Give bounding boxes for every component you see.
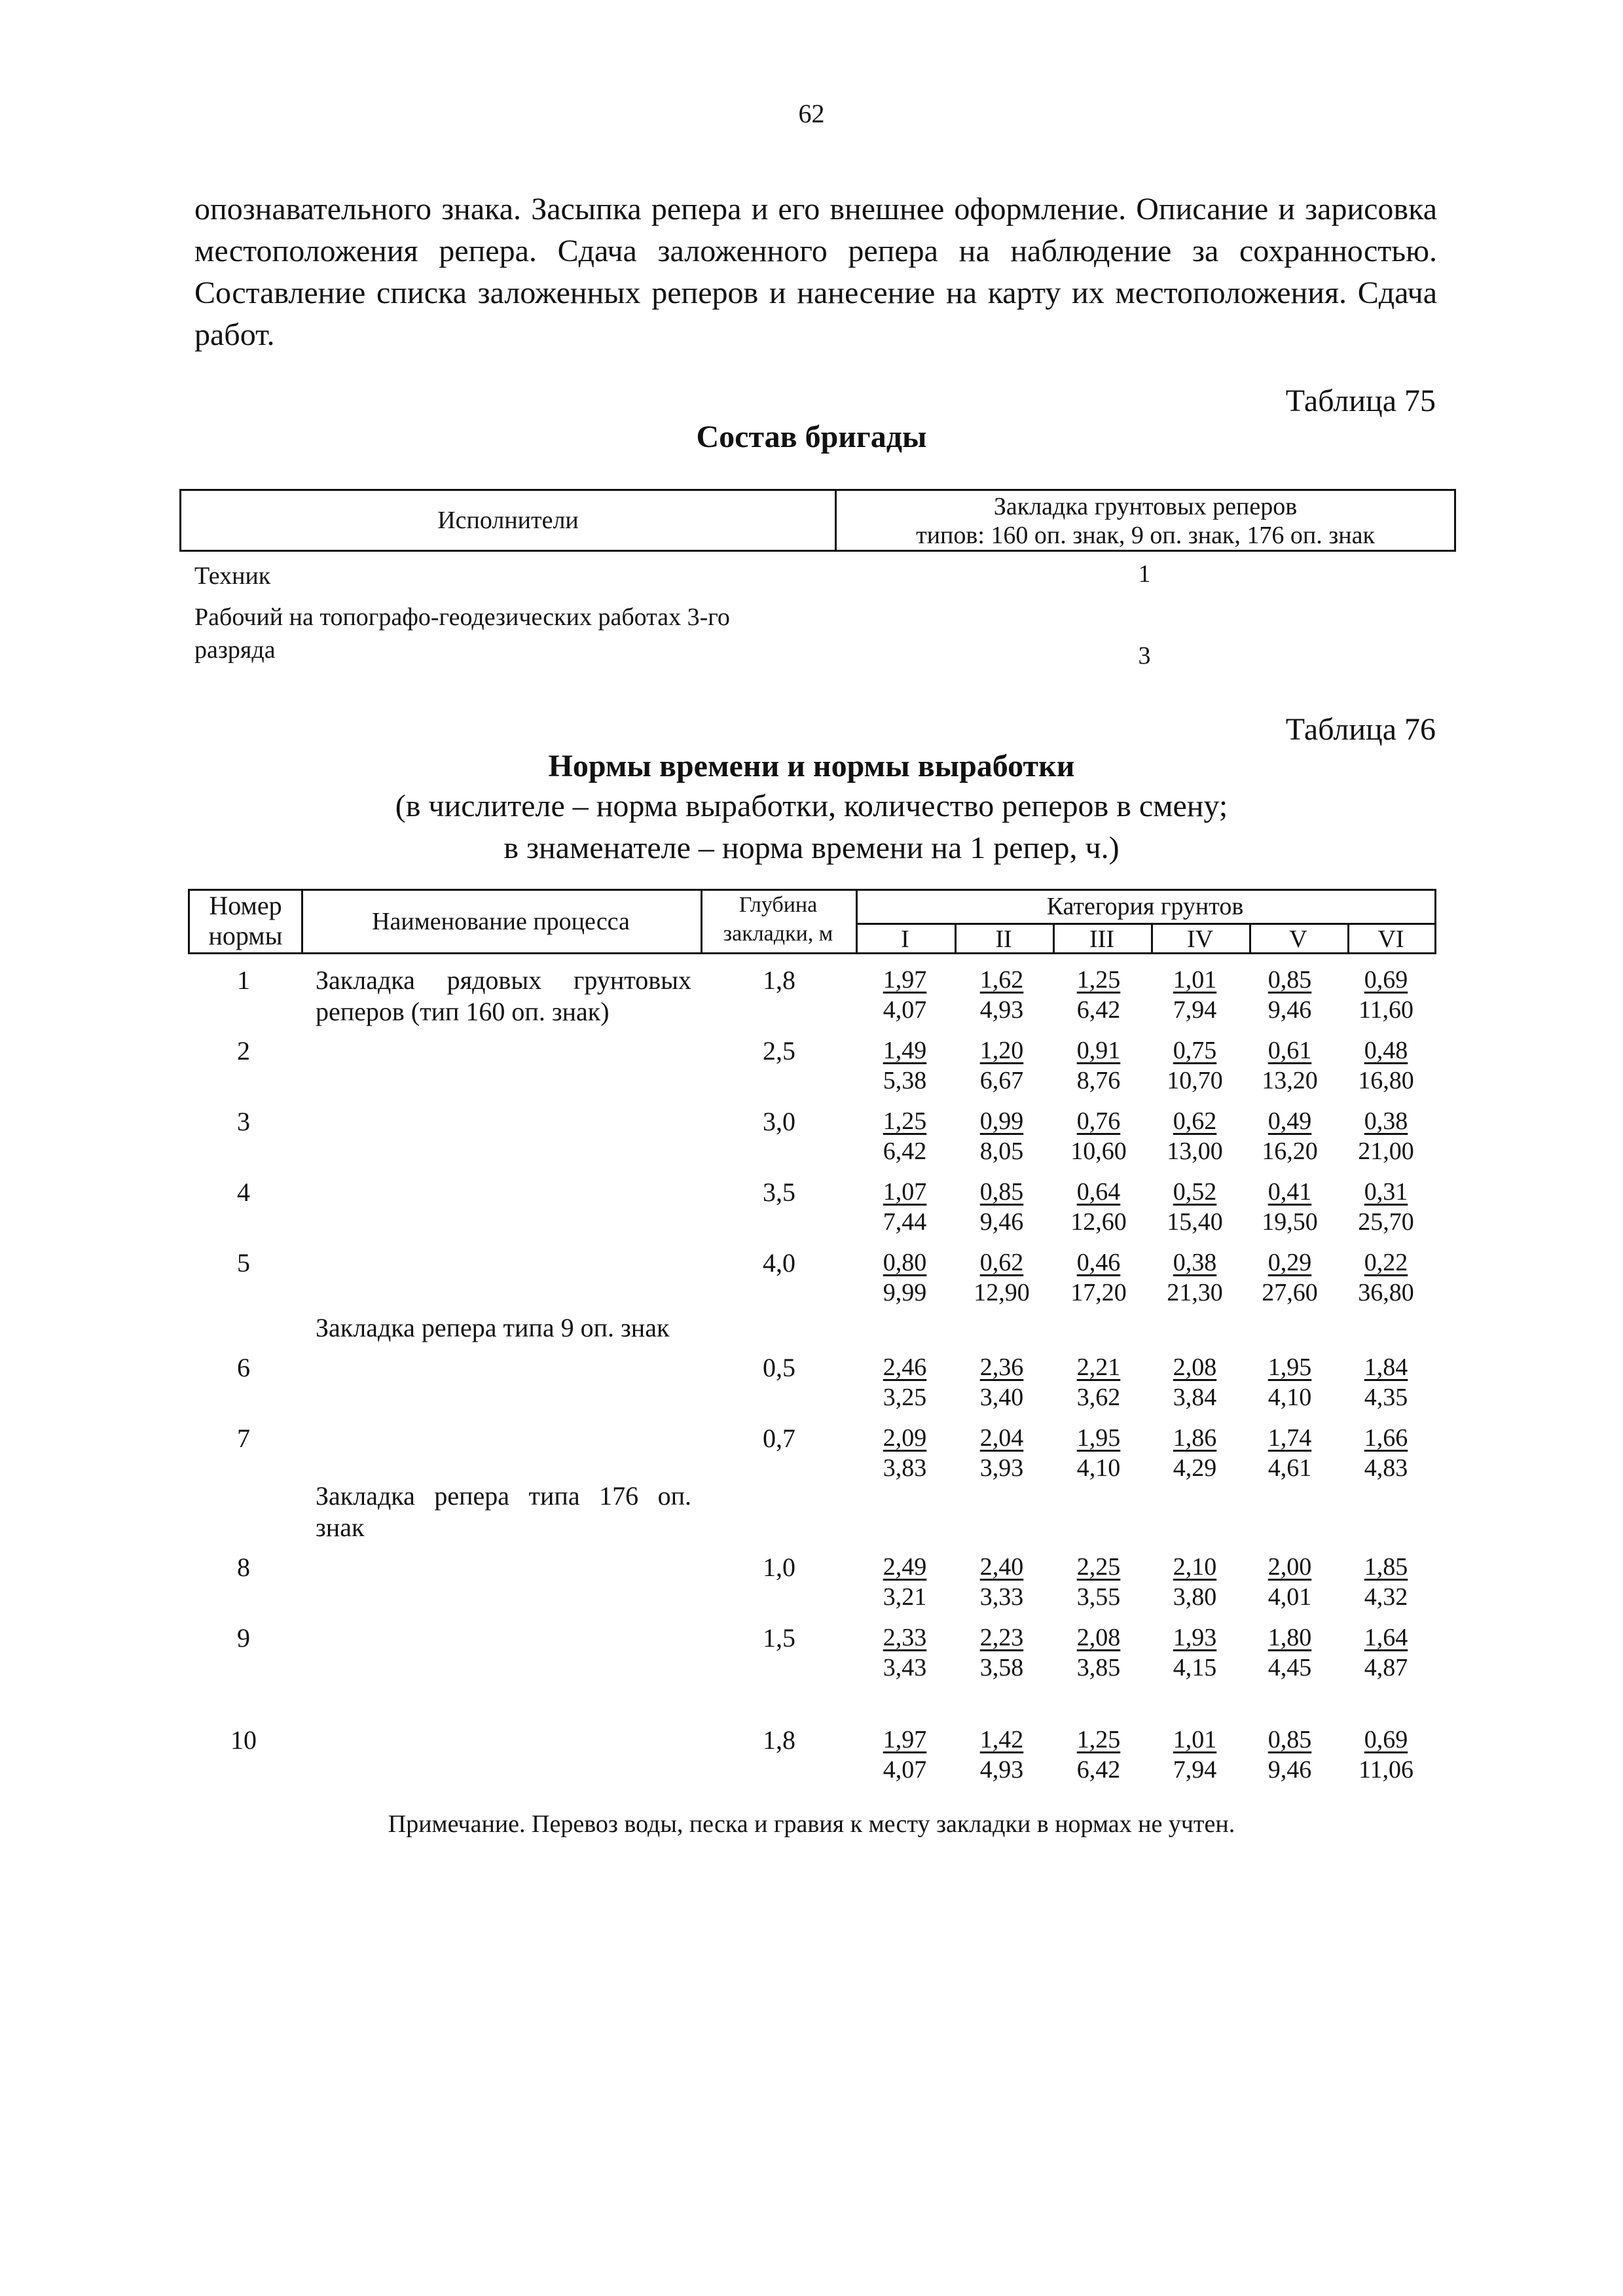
depth-value: 1,8 bbox=[763, 965, 795, 995]
norm-fraction bbox=[1343, 1623, 1429, 1683]
norm-fraction bbox=[1247, 1725, 1332, 1785]
group-label-type9: Закладка репера типа 9 оп. знак bbox=[316, 1313, 670, 1342]
norm-fraction bbox=[959, 1725, 1044, 1785]
norm-fraction bbox=[959, 1623, 1044, 1683]
norm-fraction bbox=[1056, 1035, 1141, 1096]
time-norm: 4,10 bbox=[1267, 1384, 1312, 1411]
header-cat-ii: II bbox=[995, 925, 1012, 953]
group-label-line1: Закладка рядовых грунтовых bbox=[316, 965, 691, 995]
depth-value: 0,5 bbox=[763, 1353, 795, 1382]
norm-fraction bbox=[1247, 1423, 1332, 1483]
output-rate: 1,74 bbox=[1267, 1424, 1312, 1452]
table76-subtitle-line1: (в числителе – норма выработки, количество реперов в смену; bbox=[395, 789, 1228, 823]
output-rate: 0,64 bbox=[1076, 1178, 1121, 1206]
time-norm: 3,93 bbox=[979, 1454, 1024, 1482]
output-rate: 1,97 bbox=[883, 1726, 927, 1753]
header-soil-category: Категория грунтов bbox=[1046, 893, 1244, 920]
time-norm: 4,45 bbox=[1267, 1654, 1312, 1681]
header-norm-number-line2: нормы bbox=[208, 921, 283, 950]
output-rate: 2,09 bbox=[883, 1424, 927, 1452]
norm-fraction bbox=[1343, 1352, 1429, 1412]
output-rate: 2,40 bbox=[979, 1553, 1024, 1581]
table76-note: Примечание. Перевоз воды, песка и гравия к месту закладки в нормах не учтен. bbox=[388, 1810, 1235, 1838]
norm-fraction bbox=[1152, 1552, 1237, 1612]
header-depth bbox=[701, 891, 856, 948]
output-rate: 1,49 bbox=[883, 1037, 927, 1064]
table75-caption: Таблица 75 bbox=[1285, 384, 1436, 418]
time-norm: 4,61 bbox=[1267, 1454, 1312, 1482]
norm-fraction bbox=[959, 965, 1044, 1025]
table76-subtitle-line2: в знаменателе – норма времени на 1 репер, ч.) bbox=[503, 831, 1120, 865]
table75-header-performers: Исполнители bbox=[181, 491, 837, 550]
time-norm: 10,60 bbox=[1070, 1138, 1127, 1165]
time-norm: 4,93 bbox=[979, 1756, 1024, 1784]
time-norm: 4,01 bbox=[1267, 1583, 1312, 1611]
time-norm: 25,70 bbox=[1358, 1208, 1414, 1236]
norm-fraction bbox=[1056, 1352, 1141, 1412]
norm-fraction bbox=[1247, 1352, 1332, 1412]
group-label-line1: Закладка репера типа 176 оп. bbox=[316, 1481, 691, 1511]
norm-fraction bbox=[862, 1552, 947, 1612]
norm-number: 8 bbox=[237, 1552, 250, 1582]
time-norm: 9,99 bbox=[883, 1279, 927, 1306]
norm-fraction bbox=[1152, 1247, 1237, 1308]
output-rate: 1,95 bbox=[1076, 1424, 1121, 1452]
time-norm: 4,35 bbox=[1364, 1384, 1408, 1411]
output-rate: 1,85 bbox=[1364, 1553, 1408, 1581]
time-norm: 3,40 bbox=[979, 1384, 1024, 1411]
norm-fraction bbox=[862, 1725, 947, 1785]
output-rate: 0,29 bbox=[1267, 1249, 1312, 1276]
output-rate: 1,84 bbox=[1364, 1354, 1408, 1381]
time-norm: 13,00 bbox=[1167, 1138, 1223, 1165]
norm-fraction bbox=[1247, 1552, 1332, 1612]
norm-number: 10 bbox=[230, 1725, 257, 1755]
norm-fraction bbox=[1247, 1177, 1332, 1237]
output-rate: 0,52 bbox=[1173, 1178, 1217, 1206]
time-norm: 13,20 bbox=[1262, 1067, 1318, 1094]
table75-row-count: 1 bbox=[1138, 560, 1151, 588]
norm-fraction bbox=[959, 1423, 1044, 1483]
output-rate: 0,76 bbox=[1076, 1107, 1121, 1135]
norm-fraction bbox=[1152, 1352, 1237, 1412]
group-label-line2: реперов (тип 160 оп. знак) bbox=[316, 997, 610, 1026]
norm-fraction bbox=[862, 1352, 947, 1412]
time-norm: 11,60 bbox=[1358, 996, 1414, 1024]
header-depth-line1: Глубина bbox=[739, 893, 818, 917]
output-rate: 1,97 bbox=[883, 966, 927, 994]
output-rate: 0,61 bbox=[1267, 1037, 1312, 1064]
output-rate: 1,62 bbox=[979, 966, 1024, 994]
output-rate: 1,25 bbox=[883, 1107, 927, 1135]
time-norm: 3,62 bbox=[1076, 1384, 1121, 1411]
page-number: 62 bbox=[798, 99, 825, 128]
time-norm: 9,46 bbox=[1267, 996, 1312, 1024]
output-rate: 1,25 bbox=[1076, 1726, 1121, 1753]
table75-row-count: 3 bbox=[1138, 642, 1151, 670]
time-norm: 16,80 bbox=[1358, 1067, 1414, 1094]
time-norm: 3,55 bbox=[1076, 1583, 1121, 1611]
output-rate: 1,80 bbox=[1267, 1624, 1312, 1651]
group-label-line2: знак bbox=[316, 1513, 365, 1542]
norm-fraction bbox=[1343, 1725, 1429, 1785]
norm-number: 2 bbox=[237, 1036, 250, 1066]
group-label-type176 bbox=[316, 1480, 691, 1543]
norm-fraction bbox=[1343, 965, 1429, 1025]
output-rate: 0,75 bbox=[1173, 1037, 1217, 1064]
output-rate: 2,04 bbox=[979, 1424, 1024, 1452]
norm-fraction bbox=[862, 1035, 947, 1096]
time-norm: 15,40 bbox=[1167, 1208, 1223, 1236]
depth-value: 1,8 bbox=[763, 1725, 795, 1755]
output-rate: 1,64 bbox=[1364, 1624, 1408, 1651]
time-norm: 7,44 bbox=[883, 1208, 927, 1236]
norm-fraction bbox=[1152, 965, 1237, 1025]
group-label-type160 bbox=[316, 965, 691, 1028]
norm-fraction bbox=[1056, 1423, 1141, 1483]
time-norm: 3,58 bbox=[979, 1654, 1024, 1681]
time-norm: 4,10 bbox=[1076, 1454, 1121, 1482]
norm-fraction bbox=[1056, 1106, 1141, 1166]
time-norm: 16,20 bbox=[1262, 1138, 1318, 1165]
table75-header-work-line2: типов: 160 оп. знак, 9 оп. знак, 176 оп. знак bbox=[916, 522, 1375, 549]
time-norm: 8,05 bbox=[979, 1138, 1024, 1165]
output-rate: 0,31 bbox=[1364, 1178, 1408, 1206]
time-norm: 9,46 bbox=[979, 1208, 1024, 1236]
output-rate: 2,08 bbox=[1076, 1624, 1121, 1651]
norm-fraction bbox=[1152, 1035, 1237, 1096]
time-norm: 4,07 bbox=[883, 996, 927, 1024]
norm-fraction bbox=[1152, 1106, 1237, 1166]
depth-value: 2,5 bbox=[763, 1036, 795, 1066]
output-rate: 0,80 bbox=[883, 1249, 927, 1276]
intro-paragraph: опознавательного знака. Засыпка репера и его внешнее оформление. Описание и зарисовка местоположения репера. Сдача заложенного репера на наблюдение за сохранностью. Составление списка заложенных реперов и нанесение на карту их местоположения. Сдача работ. bbox=[194, 192, 1437, 352]
time-norm: 4,29 bbox=[1173, 1454, 1217, 1482]
output-rate: 1,25 bbox=[1076, 966, 1121, 994]
norm-fraction bbox=[1056, 965, 1141, 1025]
time-norm: 4,32 bbox=[1364, 1583, 1408, 1611]
table75-row-role-cont: разряда bbox=[194, 636, 276, 664]
output-rate: 0,99 bbox=[979, 1107, 1024, 1135]
output-rate: 1,66 bbox=[1364, 1424, 1408, 1452]
time-norm: 10,70 bbox=[1167, 1067, 1223, 1094]
output-rate: 2,49 bbox=[883, 1553, 927, 1581]
norm-fraction bbox=[1247, 965, 1332, 1025]
norm-fraction bbox=[959, 1177, 1044, 1237]
output-rate: 1,01 bbox=[1173, 966, 1217, 994]
output-rate: 2,33 bbox=[883, 1624, 927, 1651]
output-rate: 1,95 bbox=[1267, 1354, 1312, 1381]
output-rate: 2,21 bbox=[1076, 1354, 1121, 1381]
time-norm: 4,83 bbox=[1364, 1454, 1408, 1482]
time-norm: 6,42 bbox=[1076, 996, 1121, 1024]
depth-value: 1,5 bbox=[763, 1623, 795, 1653]
time-norm: 3,80 bbox=[1173, 1583, 1217, 1611]
output-rate: 0,62 bbox=[979, 1249, 1024, 1276]
time-norm: 12,90 bbox=[974, 1279, 1030, 1306]
output-rate: 0,46 bbox=[1076, 1249, 1121, 1276]
norm-fraction bbox=[1247, 1106, 1332, 1166]
norm-fraction bbox=[1343, 1035, 1429, 1096]
header-cat-iv: IV bbox=[1186, 925, 1214, 953]
output-rate: 0,85 bbox=[1267, 966, 1312, 994]
norm-fraction bbox=[959, 1035, 1044, 1096]
output-rate: 0,22 bbox=[1364, 1249, 1408, 1276]
header-cat-vi: VI bbox=[1377, 925, 1404, 953]
depth-value: 3,5 bbox=[763, 1177, 795, 1207]
output-rate: 1,86 bbox=[1173, 1424, 1217, 1452]
output-rate: 2,46 bbox=[883, 1354, 927, 1381]
time-norm: 9,46 bbox=[1267, 1756, 1312, 1784]
norm-number: 7 bbox=[237, 1424, 250, 1453]
norm-fraction bbox=[862, 1247, 947, 1308]
output-rate: 0,38 bbox=[1364, 1107, 1408, 1135]
norm-fraction bbox=[1152, 1623, 1237, 1683]
time-norm: 3,83 bbox=[883, 1454, 927, 1482]
output-rate: 0,38 bbox=[1173, 1249, 1217, 1276]
time-norm: 5,38 bbox=[883, 1067, 927, 1094]
table75-header-work-line1: Закладка грунтовых реперов bbox=[993, 493, 1298, 520]
table75-header-work bbox=[837, 491, 1454, 550]
depth-value: 3,0 bbox=[763, 1107, 795, 1136]
time-norm: 8,76 bbox=[1076, 1067, 1121, 1094]
table76-header bbox=[188, 889, 1436, 954]
time-norm: 4,07 bbox=[883, 1756, 927, 1784]
output-rate: 0,41 bbox=[1267, 1178, 1312, 1206]
header-cat-v: V bbox=[1289, 925, 1307, 953]
norm-number: 9 bbox=[237, 1623, 250, 1653]
norm-fraction bbox=[959, 1247, 1044, 1308]
output-rate: 2,08 bbox=[1173, 1354, 1217, 1381]
norm-fraction bbox=[1152, 1177, 1237, 1237]
time-norm: 3,33 bbox=[979, 1583, 1024, 1611]
output-rate: 0,48 bbox=[1364, 1037, 1408, 1064]
time-norm: 4,87 bbox=[1364, 1654, 1408, 1681]
norm-number: 3 bbox=[237, 1107, 250, 1136]
norm-fraction bbox=[1343, 1106, 1429, 1166]
table76-title: Нормы времени и нормы выработки bbox=[548, 749, 1075, 783]
norm-number: 4 bbox=[237, 1177, 250, 1207]
output-rate: 0,49 bbox=[1267, 1107, 1312, 1135]
table75-row-role: Рабочий на топографо-геодезических работах 3-го bbox=[194, 603, 730, 631]
time-norm: 3,25 bbox=[883, 1384, 927, 1411]
time-norm: 6,67 bbox=[979, 1067, 1024, 1094]
norm-fraction bbox=[1152, 1423, 1237, 1483]
norm-fraction bbox=[1343, 1552, 1429, 1612]
norm-number: 5 bbox=[237, 1248, 250, 1278]
output-rate: 1,20 bbox=[979, 1037, 1024, 1064]
norm-fraction bbox=[1247, 1247, 1332, 1308]
time-norm: 3,85 bbox=[1076, 1654, 1121, 1681]
table75-title: Состав бригады bbox=[696, 420, 927, 454]
norm-fraction bbox=[1056, 1177, 1141, 1237]
norm-number: 1 bbox=[237, 965, 250, 995]
norm-fraction bbox=[862, 1623, 947, 1683]
header-norm-number bbox=[190, 891, 301, 951]
table75-header bbox=[179, 489, 1456, 552]
depth-value: 0,7 bbox=[763, 1424, 795, 1453]
output-rate: 1,01 bbox=[1173, 1726, 1217, 1753]
output-rate: 1,42 bbox=[979, 1726, 1024, 1753]
norm-fraction bbox=[862, 1177, 947, 1237]
time-norm: 7,94 bbox=[1173, 996, 1217, 1024]
header-process-name: Наименование процесса bbox=[372, 908, 630, 935]
time-norm: 19,50 bbox=[1262, 1208, 1318, 1236]
time-norm: 12,60 bbox=[1070, 1208, 1127, 1236]
output-rate: 0,62 bbox=[1173, 1107, 1217, 1135]
time-norm: 4,15 bbox=[1173, 1654, 1217, 1681]
time-norm: 17,20 bbox=[1070, 1279, 1127, 1306]
time-norm: 11,06 bbox=[1358, 1756, 1414, 1784]
output-rate: 0,85 bbox=[979, 1178, 1024, 1206]
norm-fraction bbox=[1056, 1623, 1141, 1683]
time-norm: 21,30 bbox=[1167, 1279, 1223, 1306]
output-rate: 0,91 bbox=[1076, 1037, 1121, 1064]
output-rate: 2,10 bbox=[1173, 1553, 1217, 1581]
norm-fraction bbox=[959, 1552, 1044, 1612]
norm-fraction bbox=[862, 1423, 947, 1483]
norm-fraction bbox=[1343, 1423, 1429, 1483]
time-norm: 3,84 bbox=[1173, 1384, 1217, 1411]
time-norm: 36,80 bbox=[1358, 1279, 1414, 1306]
norm-fraction bbox=[1056, 1552, 1141, 1612]
norm-fraction bbox=[1056, 1725, 1141, 1785]
output-rate: 1,07 bbox=[883, 1178, 927, 1206]
output-rate: 2,36 bbox=[979, 1354, 1024, 1381]
header-norm-number-line1: Номер bbox=[209, 891, 282, 920]
output-rate: 0,69 bbox=[1364, 1726, 1408, 1753]
norm-fraction bbox=[862, 965, 947, 1025]
time-norm: 3,43 bbox=[883, 1654, 927, 1681]
norm-fraction bbox=[1056, 1247, 1141, 1308]
table75-row-role: Техник bbox=[194, 562, 271, 590]
depth-value: 1,0 bbox=[763, 1552, 795, 1582]
output-rate: 0,69 bbox=[1364, 966, 1408, 994]
header-depth-line2: закладки, м bbox=[723, 922, 833, 946]
time-norm: 6,42 bbox=[883, 1138, 927, 1165]
norm-fraction bbox=[862, 1106, 947, 1166]
output-rate: 2,23 bbox=[979, 1624, 1024, 1651]
output-rate: 2,00 bbox=[1267, 1553, 1312, 1581]
norm-fraction bbox=[1343, 1247, 1429, 1308]
time-norm: 3,21 bbox=[883, 1583, 927, 1611]
norm-fraction bbox=[959, 1106, 1044, 1166]
norm-fraction bbox=[1247, 1035, 1332, 1096]
norm-fraction bbox=[1247, 1623, 1332, 1683]
time-norm: 27,60 bbox=[1262, 1279, 1318, 1306]
time-norm: 7,94 bbox=[1173, 1756, 1217, 1784]
time-norm: 21,00 bbox=[1358, 1138, 1414, 1165]
norm-fraction bbox=[959, 1352, 1044, 1412]
norm-fraction bbox=[1152, 1725, 1237, 1785]
header-cat-iii: III bbox=[1089, 925, 1114, 953]
norm-fraction bbox=[1343, 1177, 1429, 1237]
output-rate: 0,85 bbox=[1267, 1726, 1312, 1753]
output-rate: 1,93 bbox=[1173, 1624, 1217, 1651]
norm-number: 6 bbox=[237, 1353, 250, 1382]
output-rate: 2,25 bbox=[1076, 1553, 1121, 1581]
time-norm: 6,42 bbox=[1076, 1756, 1121, 1784]
header-cat-i: I bbox=[901, 925, 909, 953]
time-norm: 4,93 bbox=[979, 996, 1024, 1024]
depth-value: 4,0 bbox=[763, 1248, 795, 1278]
table76-caption: Таблица 76 bbox=[1285, 712, 1436, 747]
